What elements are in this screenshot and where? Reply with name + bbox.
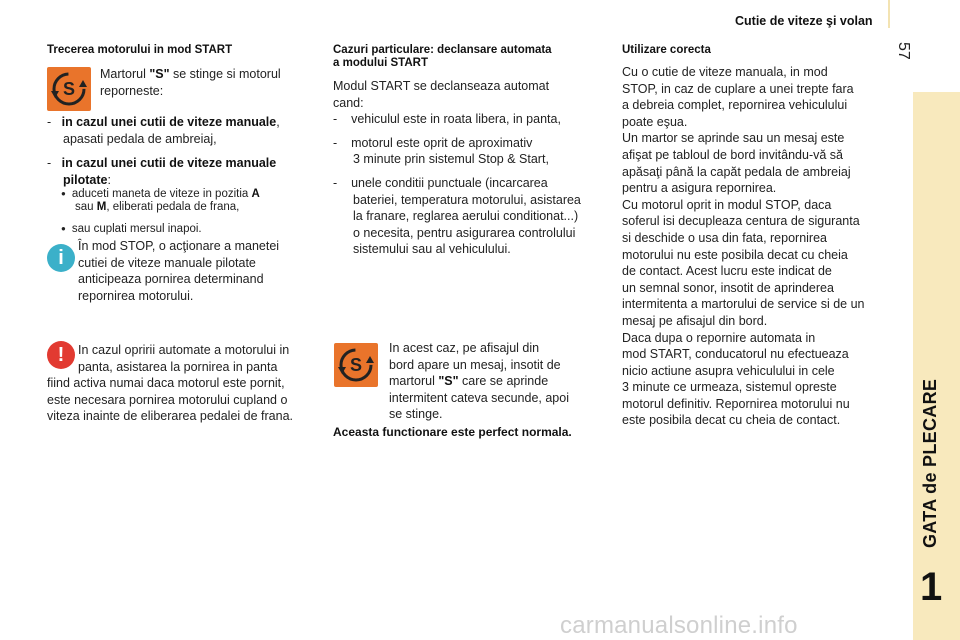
warn-line1: In cazul opririi automate a motorului in — [78, 343, 290, 357]
col3-body — [622, 64, 894, 429]
col2-item3-line3: la franare, reglarea aerului conditionat...) — [353, 209, 579, 224]
info-line2: cutiei de viteze manuale pilotate — [78, 255, 256, 270]
col2-msg-line2: bord apare un mesaj, insotit de — [389, 357, 561, 372]
col2-item3-line2: bateriei, temperatura motorului, asistarea — [353, 192, 581, 207]
col1-item1-line2: apasati pedala de ambreiaj, — [63, 131, 217, 146]
col3-line: motorul definitiv. Repornirea motorului nu — [622, 396, 850, 411]
watermark: carmanualsonline.info — [560, 612, 798, 639]
col3-line: Daca dupa o repornire automata in — [622, 330, 816, 345]
col3-line: mesaj pe afisajul din bord. — [622, 313, 768, 328]
info-line3: anticipeaza pornirea determinand — [78, 272, 264, 287]
info-line1: În mod STOP, o acţionare a manetei — [78, 239, 280, 253]
warn-line4: este necesara pornirea motorului cupland o — [47, 392, 288, 407]
col1-item2: - in cazul unei cutii de viteze manuale — [47, 156, 277, 171]
col2-footer: Aceasta functionare este perfect normala. — [333, 425, 572, 439]
col3-line: mod START, conducatorul nu efectueaza — [622, 347, 849, 362]
start-stop-icon-2 — [334, 343, 378, 387]
col2-item2-line2: 3 minute prin sistemul Stop & Start, — [353, 152, 549, 167]
col2-heading-line1: Cazuri particulare: declansare automata — [333, 44, 552, 56]
col1-intro-line1: Martorul "S" se stinge si motorul — [100, 67, 281, 81]
col1-bullet2: ● sau cuplati mersul inapoi. — [61, 222, 321, 236]
col2-intro-line1: Modul START se declanseaza automat — [333, 79, 550, 93]
col2-msg-line1: In acest caz, pe afisajul din — [389, 341, 540, 355]
col3-line: si deschide o usa din fata, repornirea — [622, 230, 827, 245]
col3-line: Cu motorul oprit in modul STOP, daca — [622, 197, 832, 212]
section-side-band — [913, 92, 960, 640]
col3-line: STOP, in caz de cuplare a unei trepte fara — [622, 81, 854, 96]
col3-line: un semnal sonor, insotit de aprinderea — [622, 280, 834, 295]
col1-intro-line2: reporneste: — [100, 83, 164, 98]
header-title: Cutie de viteze şi volan — [735, 14, 873, 28]
col2-msg-line5: se stinge. — [389, 407, 443, 422]
svg-text:S: S — [62, 79, 76, 99]
col2-heading-line2: a modului START — [333, 57, 428, 69]
warning-icon: ! — [47, 341, 75, 369]
page-number: 57 — [895, 42, 912, 60]
start-stop-icon — [47, 67, 91, 111]
col2-msg-line4: intermitent cateva secunde, apoi — [389, 390, 569, 405]
col2-item2: - motorul este oprit de aproximativ — [333, 135, 533, 150]
col1-item2-line2: pilotate: — [63, 172, 111, 187]
info-line4: repornirea motorului. — [78, 288, 194, 303]
col3-line: pentru a asigura repornirea. — [622, 181, 777, 196]
col3-line: nicio actiune asupra vehiculului in cele — [622, 363, 835, 378]
col2-item3: - unele conditii punctuale (incarcarea — [333, 175, 548, 190]
col2-item1: - vehiculul este in roata libera, in panta, — [333, 112, 561, 127]
col3-line: motorului nu este posibila decat cu cheia — [622, 247, 848, 262]
col3-line: soferul isi decupleaza centura de siguranta — [622, 214, 860, 229]
col1-item1: - in cazul unei cutii de viteze manuale, — [47, 115, 280, 129]
header-divider — [888, 0, 890, 28]
col2-item3-line4: o necesita, pentru asigurarea controlului — [353, 225, 576, 240]
col3-line: Cu o cutie de viteze manuala, in mod — [622, 65, 828, 79]
col3-line: afişat pe tabloul de bord invitându-vă să — [622, 147, 843, 162]
col2-item3-line5: sistemului sau al vehiculului. — [353, 242, 511, 257]
section-title: GATA de PLECARE — [920, 378, 940, 548]
col2-intro-line2: cand: — [333, 95, 364, 110]
svg-text:S: S — [349, 355, 363, 375]
col3-line: de contact. Acest lucru este indicat de — [622, 264, 832, 279]
col2-msg-line3: martorul "S" care se aprinde — [389, 374, 549, 389]
col3-line: este posibila decat cu cheia de contact. — [622, 413, 841, 428]
col3-heading: Utilizare corecta — [622, 44, 711, 56]
col3-line: 3 minute ce urmeaza, sistemul opreste — [622, 380, 837, 395]
col3-line: Un martor se aprinde sau un mesaj este — [622, 131, 845, 146]
col3-line: apăsaţi până la capăt pedala de ambreiaj — [622, 164, 851, 179]
col1-bullet1-line2: sau M, eliberati pedala de frana, — [75, 201, 240, 214]
warn-line2: panta, asistarea la pornirea in panta — [78, 359, 278, 374]
col3-line: poate eşua. — [622, 114, 688, 129]
warn-line3: fiind activa numai daca motorul este pornit, — [47, 376, 285, 391]
warn-line5: viteza inainte de eliberarea pedalei de frana. — [47, 409, 294, 424]
chapter-number: 1 — [920, 565, 943, 609]
col3-line: a debreia complet, repornirea vehiculului — [622, 98, 848, 113]
col1-bullet1: ● aduceti maneta de viteze in pozitia A — [61, 187, 321, 201]
col3-line: intermitenta a martorului de service si de un — [622, 297, 865, 312]
col1-heading: Trecerea motorului in mod START — [47, 44, 233, 56]
info-icon: i — [47, 244, 75, 272]
